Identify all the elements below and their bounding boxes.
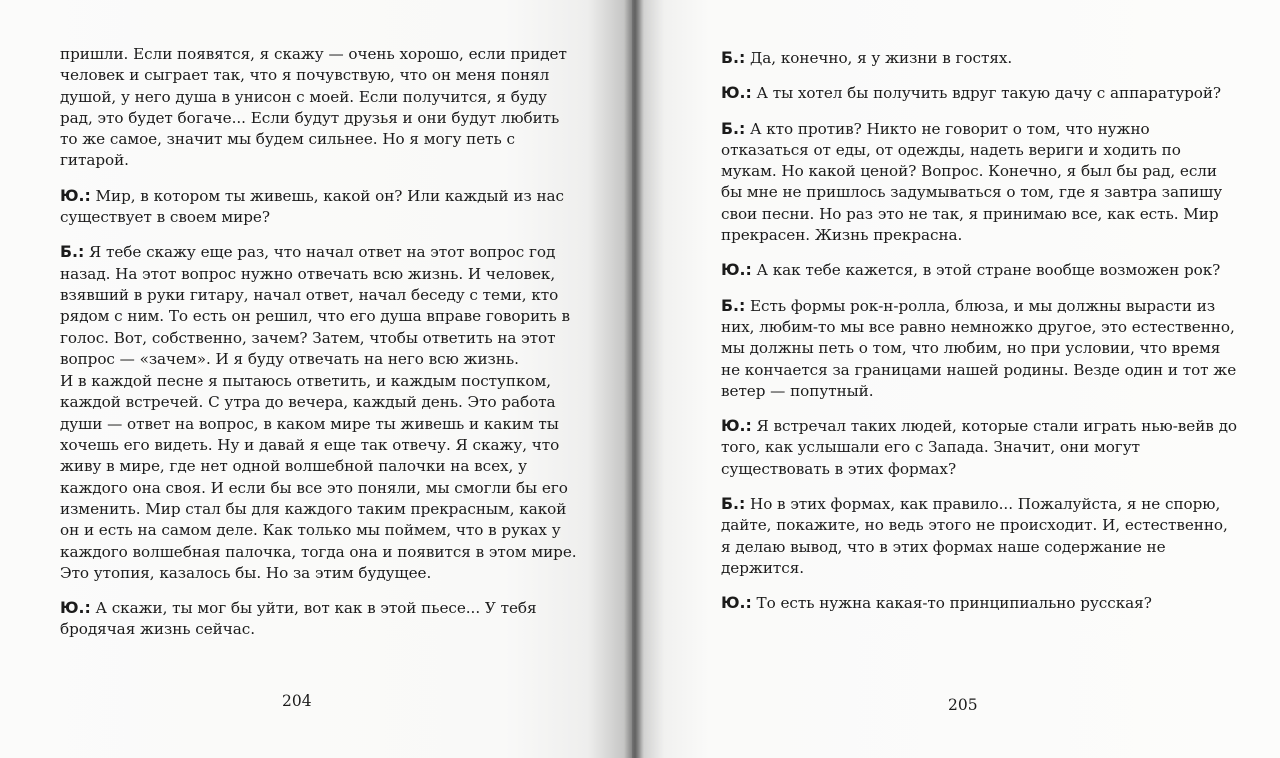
paragraph	[60, 597, 580, 641]
speaker-label: Б.:	[721, 494, 746, 514]
speaker-label: Б.:	[721, 295, 746, 315]
paragraph	[60, 241, 580, 370]
right-page-text	[721, 47, 1241, 628]
speaker-label: Ю.:	[721, 83, 752, 103]
paragraph-text: А кто против? Никто не говорит о том, что нужно отказаться от еды, от одежды, надеть вериги и ходить по мукам. Но какой ценой? Вопрос. Конечно, я был бы рад, если бы мне не пришлось задумываться о том, где я завтра запишу свои песни. Но раз это не так, я принимаю все, как есть. Мир прекрасен. Жизнь прекрасна.	[721, 119, 1223, 245]
paragraph	[721, 493, 1241, 579]
paragraph	[60, 185, 580, 229]
paragraph	[721, 295, 1241, 402]
paragraph	[721, 82, 1241, 104]
paragraph-text: И в каждой песне я пытаюсь ответить, и каждым поступком, каждой встречей. С утра до вечера, каждый день. Это работа души — ответ на вопрос, в каком мире ты живешь и каким ты хочешь его видеть. Ну и давай я еще так отвечу. Я скажу, что живу в мире, где нет одной волшебной палочки на всех, у каждого она своя. И если бы все это поняли, мы смогли бы его изменить. Мир стал бы для каждого таким прекрасным, какой он и есть на самом деле. Как только мы поймем, что в руках у каждого волшебная палочка, тогда она и появится в этом мире. Это утопия, казалось бы. Но за этим будущее.	[60, 372, 577, 582]
book-gutter-shadow	[624, 0, 644, 758]
speaker-label: Б.:	[60, 242, 85, 262]
paragraph	[721, 592, 1241, 614]
speaker-label: Ю.:	[721, 593, 752, 613]
speaker-label: Ю.:	[721, 416, 752, 436]
right-page	[632, 0, 1280, 758]
paragraph-text: Я встречал таких людей, которые стали играть нью-вейв до того, как услышали его с Запада. Значит, они могут существовать в этих формах?	[721, 417, 1237, 478]
paragraph-text: Мир, в котором ты живешь, какой он? Или каждый из нас существует в своем мире?	[60, 186, 564, 227]
paragraph	[60, 370, 580, 584]
paragraph	[721, 47, 1241, 69]
speaker-label: Ю.:	[60, 598, 91, 618]
page-number-left: 204	[282, 692, 312, 710]
paragraph-text: Да, конечно, я у жизни в гостях.	[745, 49, 1013, 67]
paragraph	[721, 259, 1241, 281]
page-number-right: 205	[948, 696, 978, 714]
paragraph	[721, 118, 1241, 247]
paragraph-text: А ты хотел бы получить вдруг такую дачу с аппаратурой?	[751, 84, 1222, 103]
paragraph-text: А как тебе кажется, в этой стране вообще возможен рок?	[751, 261, 1221, 280]
paragraph	[721, 415, 1241, 480]
paragraph-text: пришли. Если появятся, я скажу — очень хорошо, если придет человек и сыграет так, что я почувствую, что он меня понял душой, у него душа в унисон с моей. Если получится, я буду рад, это будет богаче... Если будут друзья и они будут любить то же самое, значит мы будем сильнее. Но я могу петь с гитарой.	[60, 45, 567, 170]
speaker-label: Б.:	[721, 118, 746, 138]
speaker-label: Б.:	[721, 48, 746, 67]
paragraph-text: Есть формы рок-н-ролла, блюза, и мы должны вырасти из них, любим-то мы все равно немножко другое, это естественно, мы должны петь о том, что любим, но при условии, что время не кончается за границами нашей родины. Везде один и тот же ветер — попутный.	[721, 296, 1237, 400]
left-page-text	[60, 43, 580, 654]
paragraph-text: А скажи, ты мог бы уйти, вот как в этой пьесе... У тебя бродячая жизнь сейчас.	[60, 599, 537, 639]
speaker-label: Ю.:	[60, 185, 91, 205]
paragraph-text: Но в этих формах, как правило... Пожалуйста, я не спорю, дайте, покажите, но ведь этого не происходит. И, естественно, я делаю вывод, что в этих формах наше содержание не держится.	[721, 495, 1228, 577]
paragraph-text: Я тебе скажу еще раз, что начал ответ на этот вопрос год назад. На этот вопрос нужно отвечать всю жизнь. И человек, взявший в руки гитару, начал ответ, начал беседу с теми, кто рядом с ним. То есть он решил, что его душа вправе говорить в голос. Вот, собственно, зачем? Затем, чтобы ответить на этот вопрос — «зачем». И я буду отвечать на него всю жизнь.	[60, 243, 571, 368]
paragraph	[60, 43, 580, 172]
speaker-label: Ю.:	[721, 260, 752, 280]
paragraph-text: То есть нужна какая-то принципиально русская?	[751, 594, 1152, 613]
left-page	[0, 0, 632, 758]
